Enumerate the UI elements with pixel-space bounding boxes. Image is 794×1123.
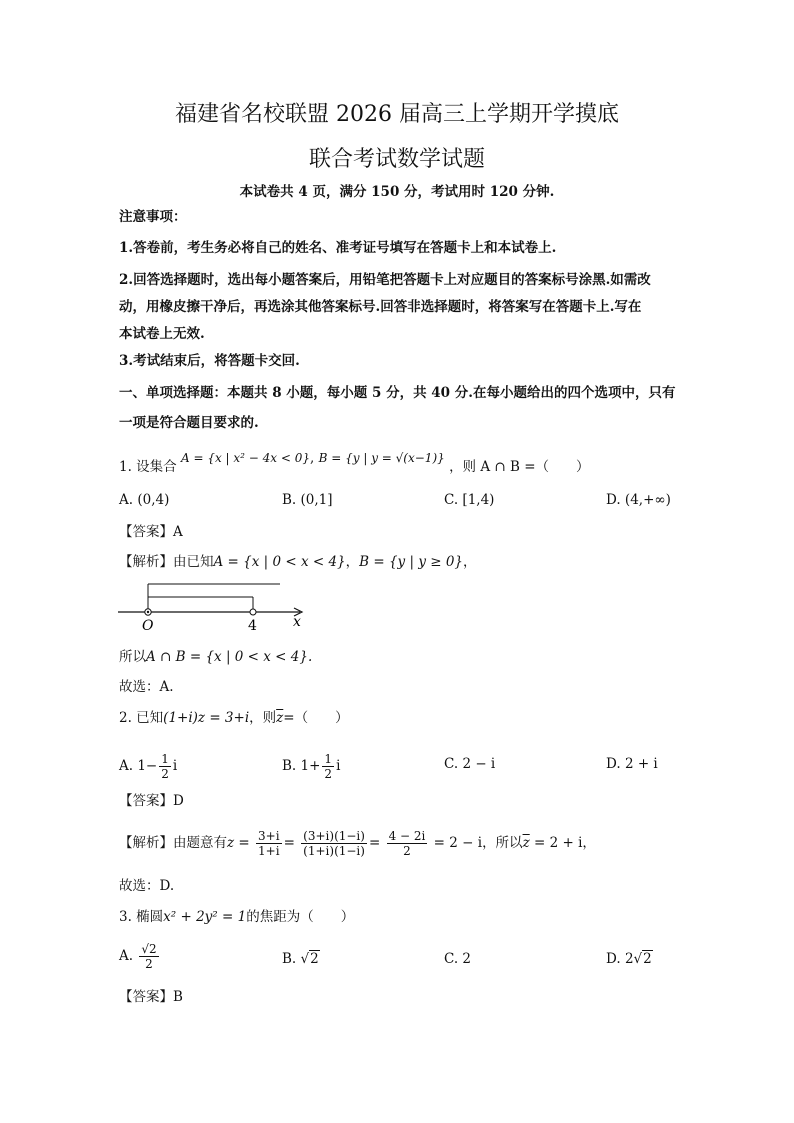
q1-answer: 【答案】A (119, 524, 183, 540)
q2-frac3-den: 2 (403, 844, 411, 858)
q3-prefix: 3. 椭圆 (119, 909, 164, 925)
exam-info: 本试卷共 4 页，满分 150 分，考试用时 120 分钟. (239, 184, 555, 200)
question-3 (119, 908, 354, 926)
q1-analysis-set-b: B = {y | y ≥ 0} (359, 554, 464, 570)
q2-option-b-label: B. (282, 758, 297, 774)
q3-expr: x² + 2y² = 1 (163, 909, 247, 925)
axis-origin-label: O (142, 618, 154, 634)
q2-prefix: 2. 已知 (119, 710, 164, 726)
exam-title: 福建省名校联盟 2026 届高三上学期开学摸底 (175, 102, 619, 127)
q3-option-b: B. √2 (282, 951, 319, 967)
q3-option-c: C. 2 (444, 951, 472, 967)
q2-so-expr: = 2 + i， (533, 835, 596, 851)
q1-analysis: 【解析】由已知A = {x | 0 < x < 4}，B = {y | y ≥ 0}， (119, 554, 477, 570)
q2-option-d (606, 755, 658, 773)
q1-analysis-prefix: 【解析】由已知 (119, 554, 214, 570)
q2-option-b (282, 752, 340, 781)
q1-number: 1. 设集合 (119, 459, 177, 475)
q2-analysis-prefix: 【解析】由题意有 (119, 835, 227, 851)
q2-option-b-den: 2 (324, 767, 333, 781)
q3-option-d-int: 2 (624, 951, 634, 967)
q2-expr: (1+i)z = 3+i (163, 710, 250, 726)
section-heading-a: 一、单项选择题：本题共 8 小题，每小题 5 分，共 40 分.在每小题给出的四个选项中，只有 (119, 385, 676, 401)
q1-analysis-set-a: A = {x | 0 < x < 4} (213, 554, 346, 570)
q3-answer: 【答案】B (119, 989, 183, 1005)
q2-option-b-num: 1 (324, 752, 333, 766)
point-four (250, 609, 256, 615)
q2-zbar: $\overline{z}$ (276, 710, 284, 726)
q2-frac3-num: 4 − 2i (388, 829, 426, 843)
q3-option-b-label: B. (282, 951, 297, 967)
q2-option-a (119, 752, 177, 781)
q1-set-a: A = {x | x² − 4x < 0} (180, 451, 311, 465)
q2-choice: 故选：D. (119, 878, 175, 894)
q3-ask: 的焦距为（ ） (246, 909, 355, 925)
q3-option-a (119, 942, 161, 971)
q2-option-b-int: 1+ (300, 758, 321, 774)
q2-option-a-int: 1− (137, 758, 158, 774)
q2-answer: 【答案】D (119, 793, 184, 809)
q1-option-a: A. (0,4) (119, 492, 170, 508)
q1-so-expr: A ∩ B = {x | 0 < x < 4}. (146, 649, 313, 665)
q3-option-d-label: D. (606, 951, 621, 967)
origin-dot (147, 611, 149, 613)
q1-conclusion (119, 648, 312, 666)
q2-option-c (444, 755, 495, 773)
q2-option-d-label: D. (606, 756, 621, 772)
question-2 (119, 709, 349, 727)
q2-option-a-den: 2 (161, 767, 169, 781)
q2-option-a-num: 1 (161, 752, 169, 766)
q2-frac2-num: (3+i)(1−i) (303, 829, 365, 843)
q3-option-a-den: 2 (145, 957, 153, 971)
section-heading-b: 一项是符合题目要求的. (119, 415, 259, 431)
q2-frac2-den: (1+i)(1−i) (303, 844, 365, 858)
q3-option-a-num: √2 (141, 942, 157, 956)
notes-heading: 注意事项： (119, 209, 187, 225)
q2-so: ，所以 (482, 835, 523, 851)
q2-option-c-label: C. (444, 756, 459, 772)
q1-option-d: D. (4,+∞) (606, 492, 671, 508)
q2-option-d-value: 2 + i (624, 756, 658, 772)
q1-ask: ，则 A ∩ B =（ ） (449, 459, 590, 475)
exam-subtitle-title: 联合考试数学试题 (308, 147, 485, 172)
note-1: 1.答卷前，考生务必将自己的姓名、准考证号填写在答题卡上和本试卷上. (119, 240, 557, 256)
q1-choice: 故选：A. (119, 679, 174, 695)
q1-set-b: B = {y | y = √(x−1)} (318, 451, 445, 465)
q2-ask2: =（ ） (283, 710, 349, 726)
q3-option-b-radicand: 2 (310, 951, 319, 967)
number-line-figure (118, 578, 308, 634)
q2-frac1-den: 1+i (258, 844, 280, 858)
note-2a: 2.回答选择题时，选出每小题答案后，用铅笔把答题卡上对应题目的答案标号涂黑.如需改 (119, 272, 651, 288)
q2-frac1-num: 3+i (258, 829, 280, 843)
q2-option-b-i: i (336, 758, 341, 774)
q1-so: 所以 (119, 649, 146, 665)
note-2c: 本试卷上无效. (119, 326, 205, 342)
q1-option-c: C. [1,4) (444, 492, 495, 508)
q3-option-d: D. 2√2 (606, 951, 652, 967)
q2-option-c-value: 2 − i (462, 756, 496, 772)
question-1: 1. 设集合 A = {x | x² − 4x < 0}, B = {y | y = √(x−1)} ，则 A ∩ B =（ ） (119, 450, 590, 475)
axis-x-label: x (293, 614, 301, 630)
q2-analysis: 【解析】由题意有z = $\frac{3+i}{1+i}$ = $\frac{(3+i)(1-i)}{(1+i)(1-i)}$ = $\frac{4 - 2i}{2}$ = 2 − i，所以$\overline{z} = 2 + i$， (119, 829, 596, 858)
q2-option-a-label: A. (119, 758, 134, 774)
q2-option-a-i: i (172, 758, 178, 774)
note-2b: 动，用橡皮擦干净后，再选涂其他答案标号.回答非选择题时，将答案写在答题卡上.写在 (119, 299, 642, 315)
axis-four-label: 4 (248, 618, 257, 634)
q2-ask: ，则 (249, 710, 277, 726)
q2-tail: = 2 − i (433, 835, 483, 851)
note-3: 3.考试结束后，将答题卡交回. (119, 353, 300, 369)
q3-option-d-radicand: 2 (643, 951, 652, 967)
q3-option-a-label: A. (119, 948, 134, 964)
q1-option-b: B. (0,1] (282, 492, 333, 508)
